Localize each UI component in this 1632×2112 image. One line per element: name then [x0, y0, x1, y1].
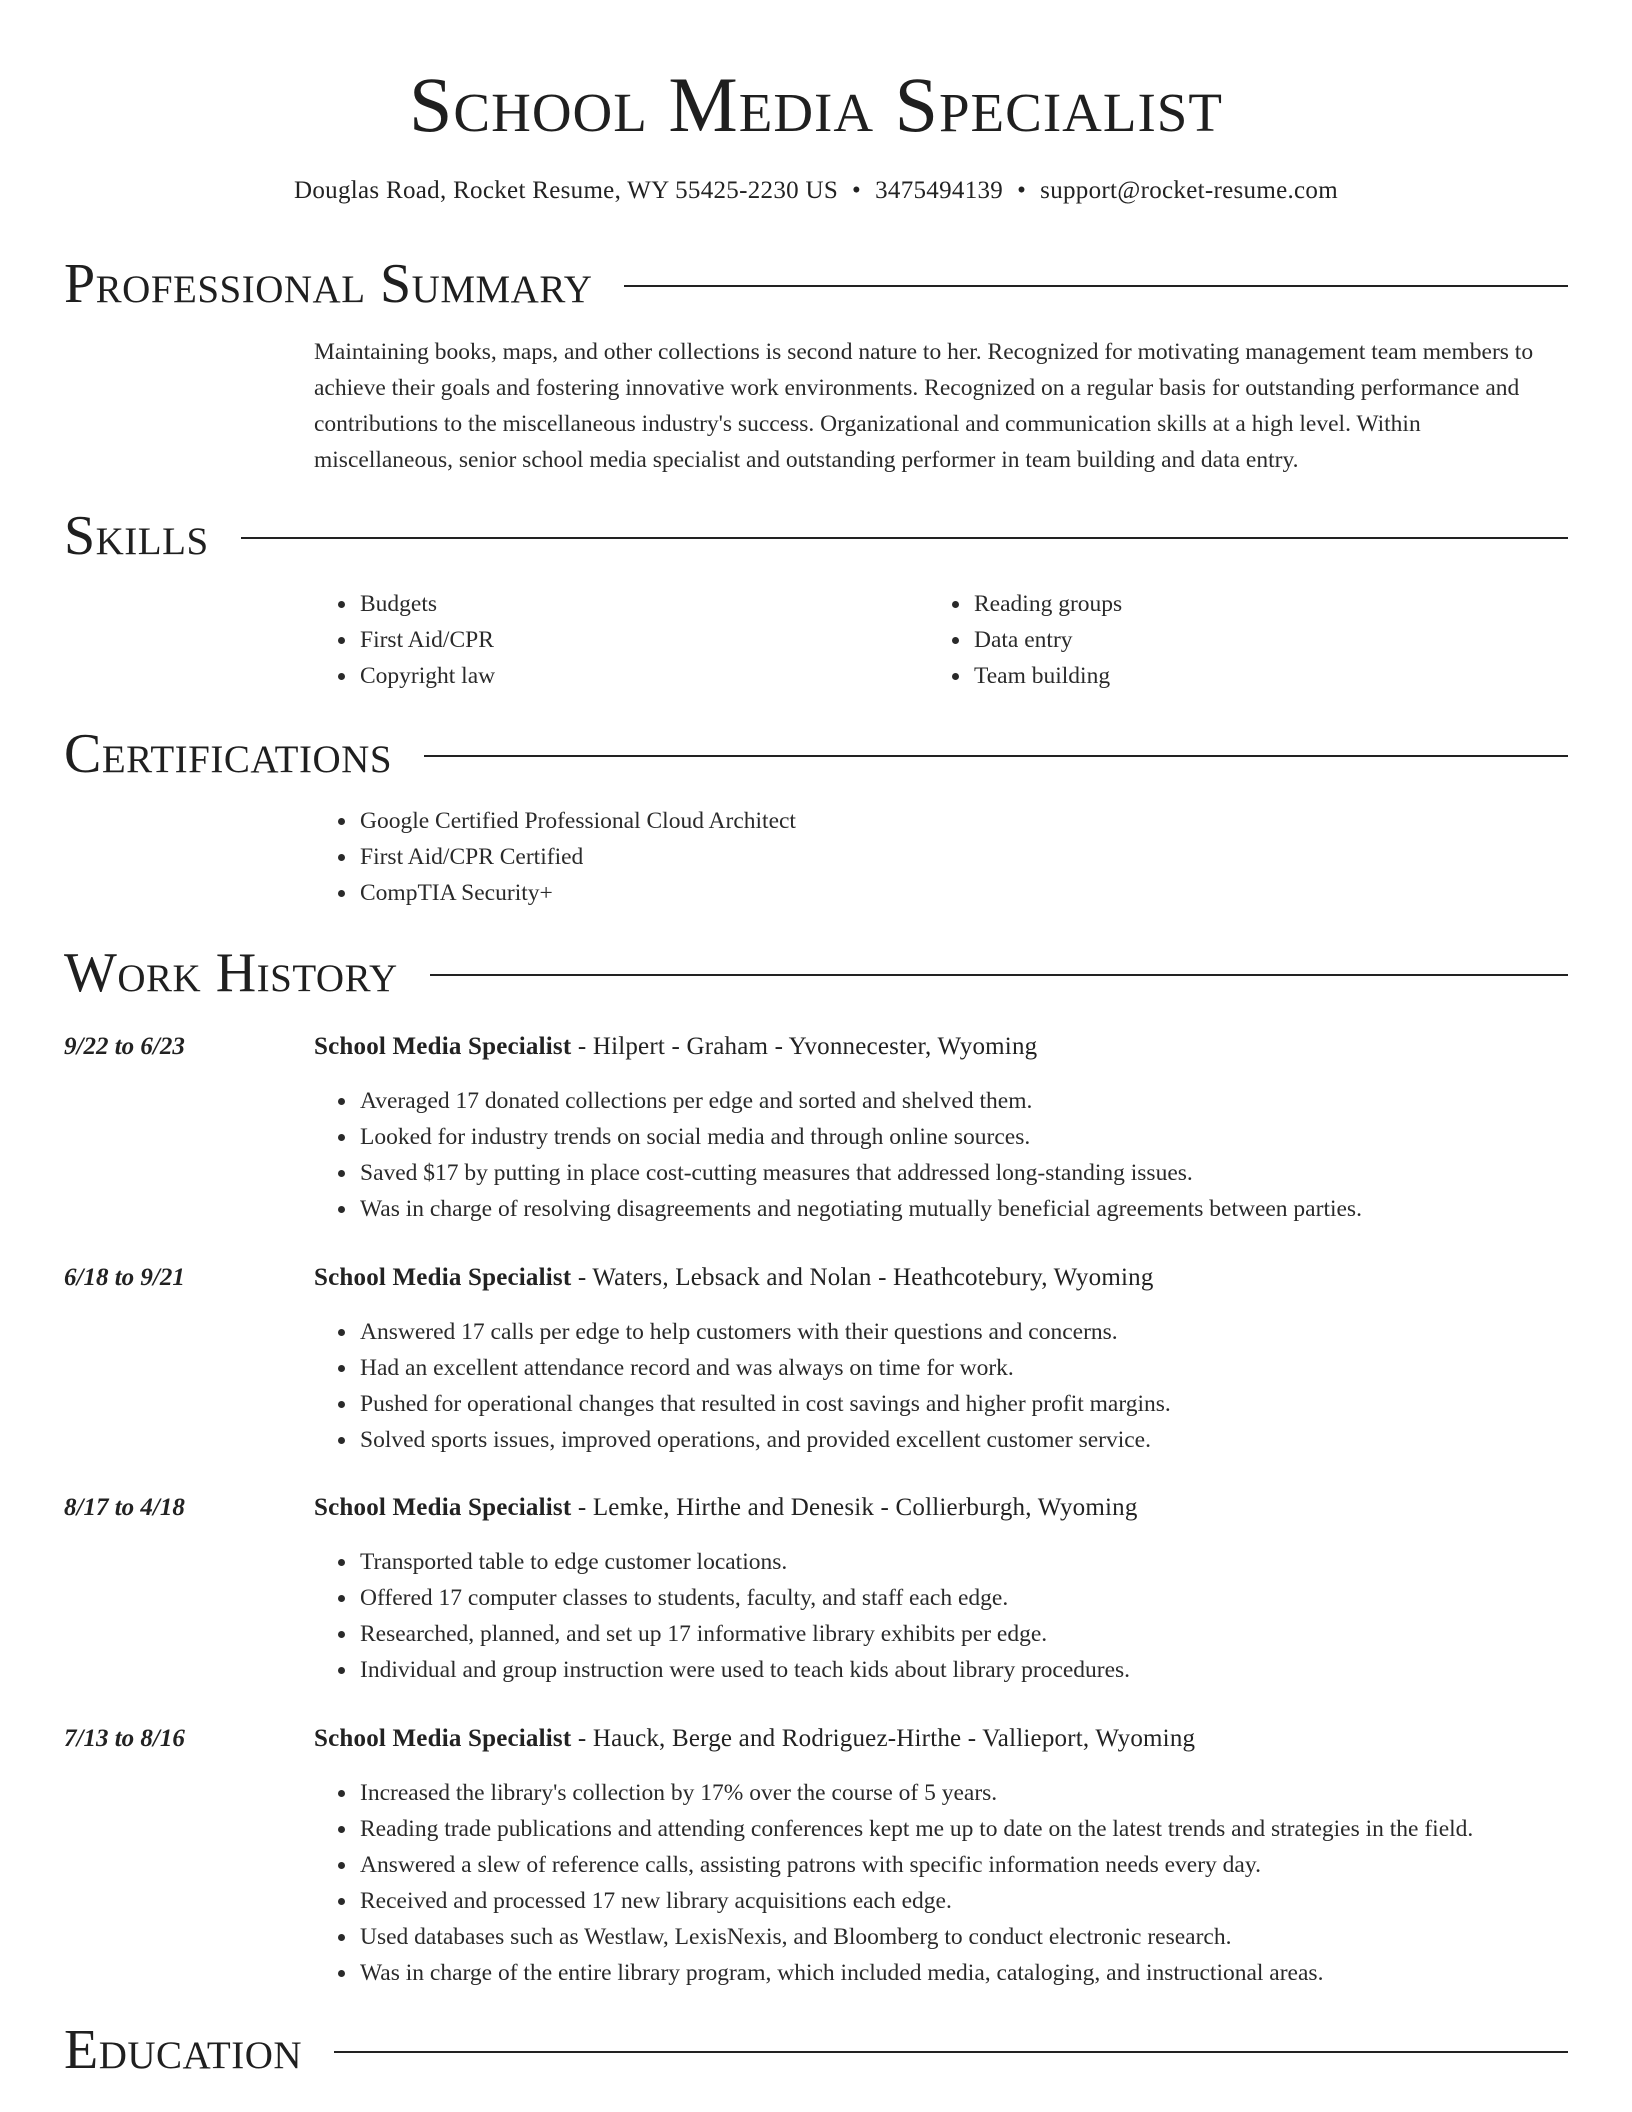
certification-item: • First Aid/CPR Certified	[358, 839, 1608, 875]
job-bullet: • Used databases such as Westlaw, LexisNexis, and Bloomberg to conduct electronic research.	[358, 1919, 1632, 1955]
job-bullets	[314, 1544, 1632, 1688]
section-summary-header	[64, 252, 1568, 316]
job-bullet: • Had an excellent attendance record and was always on time for work.	[358, 1350, 1632, 1386]
summary-text: Maintaining books, maps, and other collections is second nature to her. Recognized for motivating management team members to achieve their goals and fostering innovative work environments. Recognized on a regular basis for outstanding performance and contributions to the miscellaneous industry's success. Organizational and communication skills at a high level. Within miscellaneous, senior school media specialist and outstanding performer in team building and data entry.	[314, 339, 1534, 473]
section-title: Education	[64, 2019, 303, 2081]
section-rule	[424, 755, 1568, 757]
job-title: School Media Specialist	[314, 1264, 572, 1291]
job-bullet: • Was in charge of the entire library program, which included media, cataloging, and instructional areas.	[358, 1955, 1632, 1991]
section-title: Professional Summary	[64, 253, 593, 315]
section-work-header	[64, 941, 1568, 1005]
section-rule	[430, 974, 1568, 976]
job-title: School Media Specialist	[314, 1725, 572, 1752]
section-title: Work History	[64, 942, 398, 1004]
job-title: School Media Specialist	[314, 1033, 572, 1060]
job-employer: - Hauck, Berge and Rodriguez-Hirthe - Vallieport, Wyoming	[571, 1725, 1196, 1752]
section-certifications-header	[64, 722, 1568, 786]
job-bullet: • Solved sports issues, improved operations, and provided excellent customer service.	[358, 1422, 1632, 1458]
job-title: School Media Specialist	[314, 1494, 572, 1521]
job-bullet: • Individual and group instruction were used to teach kids about library procedures.	[358, 1652, 1632, 1688]
certifications-list	[314, 803, 1608, 911]
job-dates: 6/18 to 9/21	[64, 1264, 185, 1291]
job-employer: - Waters, Lebsack and Nolan - Heathcotebury, Wyoming	[571, 1264, 1154, 1291]
job-heading	[314, 1722, 1564, 1756]
job-bullet: • Transported table to edge customer locations.	[358, 1544, 1632, 1580]
job-bullet: • Was in charge of resolving disagreements and negotiating mutually beneficial agreements between parties.	[358, 1191, 1632, 1227]
job-heading	[314, 1261, 1564, 1295]
section-rule	[334, 2051, 1568, 2053]
job-dates: 8/17 to 4/18	[64, 1494, 185, 1521]
job-heading	[314, 1491, 1564, 1525]
job-bullets	[314, 1775, 1632, 1991]
job-employer: - Lemke, Hirthe and Denesik - Collierburgh, Wyoming	[571, 1494, 1138, 1521]
job-bullet: • Saved $17 by putting in place cost-cutting measures that addressed long-standing issues.	[358, 1155, 1632, 1191]
job-bullet: • Reading trade publications and attending conferences kept me up to date on the latest trends and strategies in the field.	[358, 1811, 1632, 1847]
job-bullet: • Offered 17 computer classes to students, faculty, and staff each edge.	[358, 1580, 1632, 1616]
section-skills-header	[64, 504, 1568, 568]
resume-name: School Media Specialist	[409, 61, 1223, 148]
job-bullet: • Pushed for operational changes that resulted in cost savings and higher profit margins.	[358, 1386, 1632, 1422]
skills-list-right	[928, 586, 1572, 694]
certification-item: • Google Certified Professional Cloud Architect	[358, 803, 1608, 839]
contact-separator: •	[1017, 177, 1027, 204]
skill-item: • Reading groups	[972, 586, 1572, 622]
section-title: Skills	[64, 505, 209, 567]
contact-email[interactable]: support@rocket-resume.com	[1040, 177, 1338, 204]
job-bullet: • Researched, planned, and set up 17 informative library exhibits per edge.	[358, 1616, 1632, 1652]
contact-line	[0, 174, 1632, 208]
job-bullets	[314, 1083, 1632, 1227]
contact-separator: •	[852, 177, 862, 204]
skills-list-left	[314, 586, 918, 694]
skill-item: • Data entry	[972, 622, 1572, 658]
skill-item: • Budgets	[358, 586, 918, 622]
job-bullet: • Increased the library's collection by 17% over the course of 5 years.	[358, 1775, 1632, 1811]
job-bullet: • Answered a slew of reference calls, assisting patrons with specific information needs every day.	[358, 1847, 1632, 1883]
contact-address: Douglas Road, Rocket Resume, WY 55425-2230 US	[294, 177, 839, 204]
job-heading	[314, 1030, 1564, 1064]
contact-phone[interactable]: 3475494139	[875, 177, 1004, 204]
certification-item: • CompTIA Security+	[358, 875, 1608, 911]
job-bullet: • Averaged 17 donated collections per edge and sorted and shelved them.	[358, 1083, 1632, 1119]
section-education-header	[64, 2018, 1568, 2082]
job-bullet: • Looked for industry trends on social media and through online sources.	[358, 1119, 1632, 1155]
job-dates: 7/13 to 8/16	[64, 1725, 185, 1752]
skill-item: • Team building	[972, 658, 1572, 694]
section-rule	[241, 537, 1568, 539]
job-bullet: • Answered 17 calls per edge to help customers with their questions and concerns.	[358, 1314, 1632, 1350]
section-title: Certifications	[64, 723, 393, 785]
job-bullets	[314, 1314, 1632, 1458]
section-rule	[624, 285, 1568, 287]
job-dates: 9/22 to 6/23	[64, 1033, 185, 1060]
job-bullet: • Received and processed 17 new library acquisitions each edge.	[358, 1883, 1632, 1919]
skill-item: • First Aid/CPR	[358, 622, 918, 658]
skill-item: • Copyright law	[358, 658, 918, 694]
job-employer: - Hilpert - Graham - Yvonnecester, Wyoming	[571, 1033, 1038, 1060]
